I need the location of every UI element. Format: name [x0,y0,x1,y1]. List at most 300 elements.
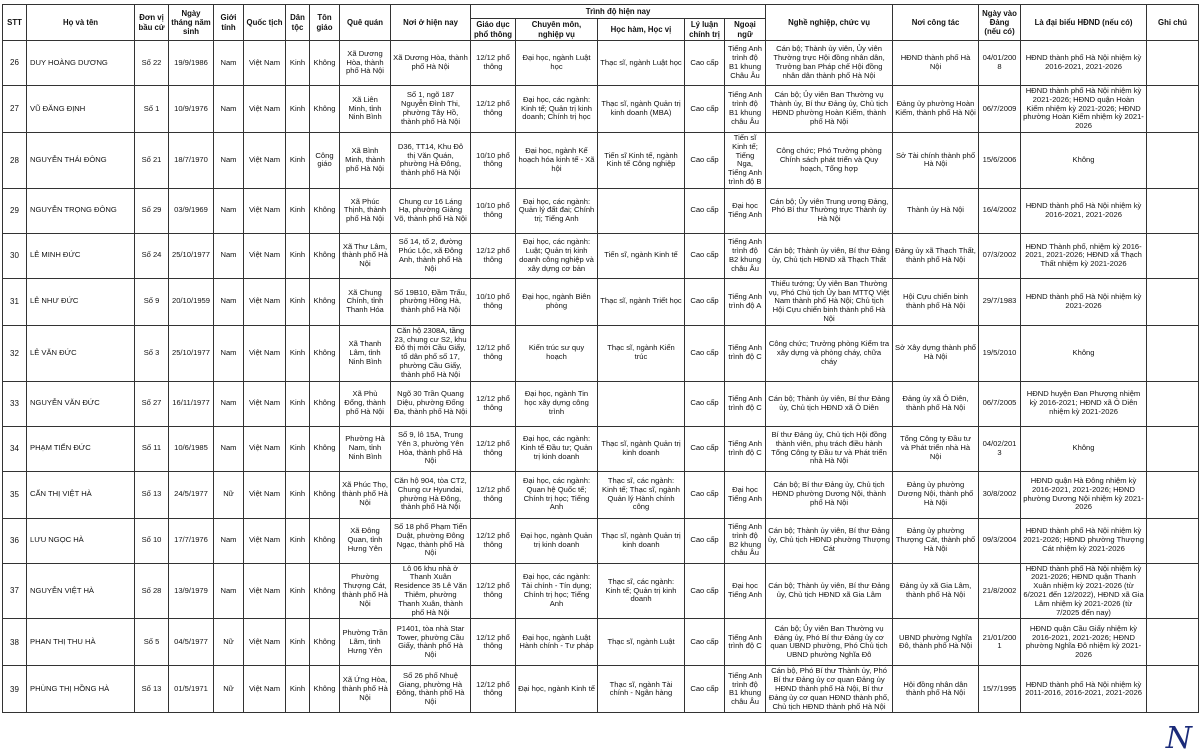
row-stt: 27 [3,86,27,133]
row-general-education: 10/10 phổ thông [471,188,516,233]
row-sex: Nam [214,86,244,133]
row-party-date: 21/01/2001 [979,619,1021,666]
row-ethnicity: Kinh [286,518,310,563]
row-party-date: 15/7/1995 [979,666,1021,713]
row-stt: 38 [3,619,27,666]
row-job: Công chức; Phó Trưởng phòng Chính sách phát triển và Quy hoạch, Tổng hợp [766,133,893,189]
row-religion: Không [310,471,340,518]
row-ethnicity: Kinh [286,41,310,86]
row-name: NGUYỄN VĂN ĐỨC [27,381,135,426]
row-job: Cán bộ; Ủy viên Ban Thường vụ Đảng ủy, Phó Bí thư Đảng ủy cơ quan UBND phường, Phó Chủ tịch UBND phường Nghĩa Đô [766,619,893,666]
row-degree: Tiến sĩ, ngành Kinh tế [598,233,685,278]
row-ethnicity: Kinh [286,381,310,426]
row-hometown: Xã Phù Đổng, thành phố Hà Nội [340,381,391,426]
candidate-table [2,4,1199,713]
row-delegate: HĐND huyện Đan Phượng nhiệm kỳ 2016-2021; HĐND xã Ô Diên nhiệm kỳ 2021-2026 [1021,381,1147,426]
table-row [3,619,1199,666]
row-delegate: HĐND thành phố Hà Nội nhiệm kỳ 2021-2026 [1021,278,1147,325]
row-specialty: Đại học, ngành Luật học [516,41,598,86]
row-note [1147,325,1199,381]
row-delegate: HĐND thành phố Hà Nội nhiệm kỳ 2021-2026; HĐND phường Thượng Cát nhiệm kỳ 2021-2026 [1021,518,1147,563]
row-nationality: Việt Nam [244,471,286,518]
row-hometown: Xã Phúc Thọ, thành phố Hà Nội [340,471,391,518]
row-political-theory: Cao cấp [685,41,725,86]
row-religion: Không [310,381,340,426]
row-delegate: Không [1021,133,1147,189]
row-note [1147,133,1199,189]
row-stt: 33 [3,381,27,426]
row-political-theory: Cao cấp [685,471,725,518]
row-language: Đại học Tiếng Anh [725,188,766,233]
row-religion: Không [310,619,340,666]
row-language: Tiếng Anh trình độ B1 khung châu Âu [725,86,766,133]
row-stt: 28 [3,133,27,189]
row-address: Chung cư 16 Láng Hạ, phường Giảng Võ, thành phố Hà Nội [391,188,471,233]
row-degree: Thạc sĩ, ngành Kiến trúc [598,325,685,381]
table-row [3,188,1199,233]
row-specialty: Đại học, ngành Tin học xây dựng công trình [516,381,598,426]
row-stt: 39 [3,666,27,713]
row-party-date: 04/01/2008 [979,41,1021,86]
row-degree [598,188,685,233]
row-note [1147,86,1199,133]
row-nationality: Việt Nam [244,325,286,381]
row-general-education: 12/12 phổ thông [471,325,516,381]
header-general-education: Giáo dục phổ thông [471,19,516,41]
row-general-education: 12/12 phổ thông [471,426,516,471]
row-name: VŨ ĐĂNG ĐỊNH [27,86,135,133]
row-stt: 32 [3,325,27,381]
row-ethnicity: Kinh [286,278,310,325]
row-workplace: UBND phường Nghĩa Đô, thành phố Hà Nội [893,619,979,666]
row-nationality: Việt Nam [244,188,286,233]
row-nationality: Việt Nam [244,278,286,325]
row-party-date: 21/8/2002 [979,563,1021,619]
row-degree: Thạc sĩ, ngành Tài chính - Ngân hàng [598,666,685,713]
row-specialty: Đại học, các ngành: Luật; Quản trị kinh doanh công nghiệp và xây dựng cơ bản [516,233,598,278]
row-stt: 34 [3,426,27,471]
row-dob: 20/10/1959 [169,278,214,325]
row-ethnicity: Kinh [286,86,310,133]
row-ethnicity: Kinh [286,233,310,278]
row-delegate: HĐND quận Cầu Giấy nhiệm kỳ 2016-2021, 2021-2026; HĐND phường Nghĩa Đô nhiệm kỳ 2021-2026 [1021,619,1147,666]
row-note [1147,563,1199,619]
row-name: DUY HOÀNG DƯƠNG [27,41,135,86]
row-nationality: Việt Nam [244,133,286,189]
row-religion: Không [310,278,340,325]
header-sex: Giới tính [214,5,244,41]
table-row [3,278,1199,325]
row-job: Cán bộ; Thành ủy viên, Ủy viên Thường trực Hội đồng nhân dân, Trưởng ban Pháp chế Hội đồng nhân dân thành phố Hà Nội [766,41,893,86]
row-general-education: 12/12 phổ thông [471,518,516,563]
row-degree [598,381,685,426]
row-ethnicity: Kinh [286,133,310,189]
row-dob: 03/9/1969 [169,188,214,233]
row-nationality: Việt Nam [244,86,286,133]
row-general-education: 10/10 phổ thông [471,278,516,325]
row-job: Cán bộ; Thành ủy viên, Bí thư Đảng ủy, Chủ tịch HĐND phường Thượng Cát [766,518,893,563]
row-degree: Thạc sĩ, các ngành: Kinh tế; Quản trị kinh doanh [598,563,685,619]
row-name: LƯU NGỌC HÀ [27,518,135,563]
row-dob: 17/7/1976 [169,518,214,563]
row-unit: Số 28 [135,563,169,619]
row-party-date: 30/8/2002 [979,471,1021,518]
row-note [1147,619,1199,666]
row-party-date: 04/02/2013 [979,426,1021,471]
table-row [3,381,1199,426]
row-hometown: Xã Bình Minh, thành phố Hà Nội [340,133,391,189]
header-stt: STT [3,5,27,41]
row-language: Tiếng Anh trình độ B2 khung châu Âu [725,518,766,563]
header-name: Họ và tên [27,5,135,41]
row-ethnicity: Kinh [286,619,310,666]
row-address: Số 26 phố Nhuệ Giang, phường Hà Đông, thành phố Hà Nội [391,666,471,713]
row-address: Số 9, lô 15A, Trung Yên 3, phường Yên Hòa, thành phố Hà Nội [391,426,471,471]
row-specialty: Đại học, các ngành: Quan hệ Quốc tế; Chính trị học; Tiếng Anh [516,471,598,518]
row-job: Thiếu tướng; Ủy viên Ban Thường vụ, Phó Chủ tịch Ủy ban MTTQ Việt Nam thành phố Hà Nội; Chủ tịch Hội Cựu chiến binh thành phố Hà Nội [766,278,893,325]
row-language: Tiếng Anh trình độ B1 khung Châu Âu [725,41,766,86]
row-name: NGUYỄN VIỆT HÀ [27,563,135,619]
row-name: CẤN THỊ VIỆT HÀ [27,471,135,518]
row-nationality: Việt Nam [244,518,286,563]
header-hometown: Quê quán [340,5,391,41]
row-language: Tiếng Anh trình độ B1 khung châu Âu [725,666,766,713]
row-specialty: Kiến trúc sư quy hoạch [516,325,598,381]
candidate-list-sheet [2,4,1198,713]
header-degree: Học hàm, Học vị [598,19,685,41]
row-party-date: 07/3/2002 [979,233,1021,278]
row-religion: Không [310,563,340,619]
header-delegate: Là đại biểu HĐND (nếu có) [1021,5,1147,41]
row-general-education: 12/12 phổ thông [471,381,516,426]
row-note [1147,666,1199,713]
row-specialty: Đại học, các ngành: Kinh tế Đầu tư; Quản trị kinh doanh [516,426,598,471]
row-hometown: Xã Thanh Lâm, tỉnh Ninh Bình [340,325,391,381]
table-row [3,518,1199,563]
row-address: Căn hộ 904, tòa CT2, Chung cư Hyundai, phường Hà Đông, thành phố Hà Nội [391,471,471,518]
row-hometown: Xã Phúc Thịnh, thành phố Hà Nội [340,188,391,233]
row-workplace: Sở Xây dựng thành phố Hà Nội [893,325,979,381]
row-political-theory: Cao cấp [685,188,725,233]
row-general-education: 10/10 phổ thông [471,133,516,189]
signature-initial: N [1165,721,1192,756]
row-name: LÊ MINH ĐỨC [27,233,135,278]
row-political-theory: Cao cấp [685,278,725,325]
row-religion: Không [310,41,340,86]
row-sex: Nam [214,133,244,189]
row-address: Ngõ 30 Trần Quang Diệu, phường Đống Đa, thành phố Hà Nội [391,381,471,426]
row-political-theory: Cao cấp [685,86,725,133]
row-nationality: Việt Nam [244,381,286,426]
row-note [1147,381,1199,426]
row-general-education: 12/12 phổ thông [471,619,516,666]
row-unit: Số 1 [135,86,169,133]
header-nationality: Quốc tịch [244,5,286,41]
row-job: Cán bộ; Thành ủy viên, Bí thư Đảng ủy, Chủ tịch HĐND xã Gia Lâm [766,563,893,619]
row-workplace: Đảng ủy phường Dương Nội, thành phố Hà Nội [893,471,979,518]
row-unit: Số 3 [135,325,169,381]
row-note [1147,518,1199,563]
row-delegate: HĐND thành phố Hà Nội nhiệm kỳ 2021-2026; HĐND quận Thanh Xuân nhiệm kỳ 2021-2026 (từ 6/2021 đến 12/2022), HĐND xã Gia Lâm nhiệm kỳ 2021-2026 (từ 7/2025 đến nay) [1021,563,1147,619]
header-job: Nghề nghiệp, chức vụ [766,5,893,41]
row-dob: 10/6/1985 [169,426,214,471]
row-language: Tiếng Anh trình độ B2 khung châu Âu [725,233,766,278]
row-unit: Số 9 [135,278,169,325]
row-degree: Thạc sĩ, các ngành: Kinh tế; Thạc sĩ, ngành Quản lý Hành chính công [598,471,685,518]
row-sex: Nữ [214,619,244,666]
row-dob: 01/5/1971 [169,666,214,713]
header-party-date: Ngày vào Đảng (nếu có) [979,5,1021,41]
row-delegate: HĐND Thành phố, nhiệm kỳ 2016-2021, 2021-2026; HĐND xã Thạch Thất nhiệm kỳ 2021-2026 [1021,233,1147,278]
row-unit: Số 24 [135,233,169,278]
row-dob: 19/9/1986 [169,41,214,86]
row-note [1147,471,1199,518]
row-workplace: Đảng ủy phường Thượng Cát, thành phố Hà Nội [893,518,979,563]
row-language: Tiếng Anh trình độ C [725,381,766,426]
row-workplace: Đảng ủy xã Gia Lâm, thành phố Hà Nội [893,563,979,619]
row-general-education: 12/12 phổ thông [471,41,516,86]
row-job: Cán bộ; Bí thư Đảng ủy, Chủ tịch HĐND phường Dương Nội, thành phố Hà Nội [766,471,893,518]
row-unit: Số 27 [135,381,169,426]
table-header [3,5,1199,41]
header-address: Nơi ở hiện nay [391,5,471,41]
row-general-education: 12/12 phổ thông [471,666,516,713]
row-general-education: 12/12 phổ thông [471,86,516,133]
row-specialty: Đại học, các ngành: Kinh tế; Quản trị kinh doanh; Chính trị học [516,86,598,133]
row-delegate: Không [1021,426,1147,471]
row-hometown: Phường Thượng Cát, thành phố Hà Nội [340,563,391,619]
row-dob: 24/5/1977 [169,471,214,518]
row-delegate: HĐND thành phố Hà Nội nhiệm kỳ 2011-2016, 2016-2021, 2021-2026 [1021,666,1147,713]
row-delegate: HĐND thành phố Hà Nội nhiệm kỳ 2016-2021, 2021-2026 [1021,41,1147,86]
row-hometown: Phường Trần Lãm, tỉnh Hưng Yên [340,619,391,666]
row-address: Lô 06 khu nhà ở Thanh Xuân Residence 35 Lê Văn Thiêm, phường Thanh Xuân, thành phố Hà Nội [391,563,471,619]
row-specialty: Đại học, các ngành: Quản lý đất đai; Chính trị; Tiếng Anh [516,188,598,233]
row-address: Căn hộ 2308A, tầng 23, chung cư S2, khu Đô thị mới Cầu Giấy, tổ dân phố số 17, phường Cầu Giấy, thành phố Hà Nội [391,325,471,381]
row-religion: Không [310,86,340,133]
header-education-group: Trình độ hiện nay [471,5,766,19]
row-sex: Nam [214,278,244,325]
row-ethnicity: Kinh [286,188,310,233]
row-note [1147,426,1199,471]
table-row [3,325,1199,381]
row-sex: Nam [214,41,244,86]
row-party-date: 06/7/2005 [979,381,1021,426]
row-party-date: 16/4/2002 [979,188,1021,233]
row-job: Bí thư Đảng ủy, Chủ tịch Hội đồng thành viên, phụ trách điều hành Tổng Công ty Đầu tư và Phát triển nhà Hà Nội [766,426,893,471]
row-job: Cán bộ, Phó Bí thư Thành ủy, Phó Bí thư Đảng ủy cơ quan Đảng ủy HĐND thành phố Hà Nội, Bí thư Đảng ủy cơ quan HĐND thành phố, Chủ tịch HĐND thành phố Hà Nội [766,666,893,713]
row-hometown: Xã Đông Quan, tỉnh Hưng Yên [340,518,391,563]
row-note [1147,188,1199,233]
row-job: Cán bộ; Thành ủy viên, Bí thư Đảng ủy, Chủ tịch HĐND xã Thạch Thất [766,233,893,278]
table-row [3,133,1199,189]
row-unit: Số 21 [135,133,169,189]
row-workplace: Thành ủy Hà Nội [893,188,979,233]
row-stt: 29 [3,188,27,233]
row-workplace: Sở Tài chính thành phố Hà Nội [893,133,979,189]
header-religion: Tôn giáo [310,5,340,41]
header-dob: Ngày tháng năm sinh [169,5,214,41]
row-unit: Số 22 [135,41,169,86]
row-sex: Nam [214,381,244,426]
row-workplace: Đảng ủy xã Thạch Thất, thành phố Hà Nội [893,233,979,278]
row-sex: Nam [214,563,244,619]
row-ethnicity: Kinh [286,471,310,518]
row-address: Số 19B10, Đầm Trấu, phường Hồng Hà, thành phố Hà Nội [391,278,471,325]
row-name: NGUYỄN TRỌNG ĐÔNG [27,188,135,233]
row-party-date: 06/7/2009 [979,86,1021,133]
row-party-date: 29/7/1983 [979,278,1021,325]
row-hometown: Xã Chung Chính, tỉnh Thanh Hóa [340,278,391,325]
row-nationality: Việt Nam [244,233,286,278]
row-general-education: 12/12 phổ thông [471,233,516,278]
row-political-theory: Cao cấp [685,381,725,426]
row-general-education: 12/12 phổ thông [471,471,516,518]
row-dob: 16/11/1977 [169,381,214,426]
row-delegate: Không [1021,325,1147,381]
row-stt: 31 [3,278,27,325]
row-sex: Nam [214,426,244,471]
row-degree: Thạc sĩ, ngành Quản trị kinh doanh [598,518,685,563]
row-name: NGUYỄN THÁI ĐÔNG [27,133,135,189]
table-row [3,233,1199,278]
row-political-theory: Cao cấp [685,426,725,471]
row-nationality: Việt Nam [244,426,286,471]
row-address: Xã Dương Hòa, thành phố Hà Nội [391,41,471,86]
row-address: Số 1, ngõ 187 Nguyễn Đình Thi, phường Tây Hồ, thành phố Hà Nội [391,86,471,133]
row-unit: Số 11 [135,426,169,471]
row-language: Tiếng Anh trình độ A [725,278,766,325]
row-dob: 25/10/1977 [169,233,214,278]
row-specialty: Đại học, các ngành: Tài chính - Tín dụng; Chính trị học; Tiếng Anh [516,563,598,619]
row-name: PHAN THỊ THU HÀ [27,619,135,666]
row-name: PHÙNG THỊ HỒNG HÀ [27,666,135,713]
row-language: Tiếng Anh trình độ C [725,426,766,471]
row-political-theory: Cao cấp [685,133,725,189]
row-party-date: 15/6/2006 [979,133,1021,189]
row-religion: Không [310,325,340,381]
row-delegate: HĐND thành phố Hà Nội nhiệm kỳ 2021-2026; HĐND quận Hoàn Kiếm nhiệm kỳ 2021-2026; HĐND phường Hoàn Kiếm nhiệm kỳ 2021-2026 [1021,86,1147,133]
table-row [3,471,1199,518]
row-ethnicity: Kinh [286,666,310,713]
row-hometown: Xã Dương Hòa, thành phố Hà Nội [340,41,391,86]
table-body [3,41,1199,713]
row-religion: Không [310,233,340,278]
row-sex: Nam [214,188,244,233]
row-unit: Số 13 [135,471,169,518]
row-stt: 36 [3,518,27,563]
row-general-education: 12/12 phổ thông [471,563,516,619]
table-row [3,426,1199,471]
header-unit: Đơn vị bầu cử [135,5,169,41]
row-degree: Thạc sĩ, ngành Quản trị kinh doanh [598,426,685,471]
header-specialty: Chuyên môn, nghiệp vụ [516,19,598,41]
row-sex: Nam [214,233,244,278]
row-ethnicity: Kinh [286,426,310,471]
row-job: Công chức; Trưởng phòng Kiểm tra xây dựng và phòng cháy, chữa cháy [766,325,893,381]
row-hometown: Phường Hà Nam, tỉnh Ninh Bình [340,426,391,471]
row-unit: Số 13 [135,666,169,713]
row-political-theory: Cao cấp [685,619,725,666]
row-address: Số 18 phố Phạm Tiến Duật, phường Đông Ngạc, thành phố Hà Nội [391,518,471,563]
row-religion: Không [310,188,340,233]
row-workplace: Hội Cựu chiến binh thành phố Hà Nội [893,278,979,325]
row-religion: Không [310,426,340,471]
row-nationality: Việt Nam [244,563,286,619]
row-delegate: HĐND quận Hà Đông nhiệm kỳ 2016-2021, 2021-2026; HĐND phường Dương Nội nhiệm kỳ 2021-2026 [1021,471,1147,518]
row-delegate: HĐND thành phố Hà Nội nhiệm kỳ 2016-2021, 2021-2026 [1021,188,1147,233]
row-nationality: Việt Nam [244,619,286,666]
row-stt: 37 [3,563,27,619]
row-specialty: Đại học, ngành Kế hoạch hóa kinh tế - Xã hội [516,133,598,189]
row-name: LÊ VĂN ĐỨC [27,325,135,381]
row-job: Cán bộ; Thành ủy viên, Bí thư Đảng ủy, Chủ tịch HĐND xã Ô Diên [766,381,893,426]
row-degree: Thạc sĩ, ngành Quản trị kinh doanh (MBA) [598,86,685,133]
row-stt: 30 [3,233,27,278]
row-dob: 10/9/1976 [169,86,214,133]
row-sex: Nam [214,325,244,381]
row-political-theory: Cao cấp [685,518,725,563]
row-workplace: Hội đồng nhân dân thành phố Hà Nội [893,666,979,713]
row-specialty: Đại học, ngành Quản trị kinh doanh [516,518,598,563]
row-degree: Tiến sĩ Kinh tế, ngành Kinh tế Công nghiệp [598,133,685,189]
header-political-theory: Lý luận chính trị [685,19,725,41]
row-religion: Không [310,666,340,713]
header-note: Ghi chú [1147,5,1199,41]
row-address: Số 14, tổ 2, đường Phúc Lộc, xã Đông Anh, thành phố Hà Nội [391,233,471,278]
row-political-theory: Cao cấp [685,233,725,278]
row-address: D36, TT14, Khu Đô thị Văn Quán, phường Hà Đông, thành phố Hà Nội [391,133,471,189]
row-job: Cán bộ; Ủy viên Trung ương Đảng, Phó Bí thư Thường trực Thành ủy Hà Nội [766,188,893,233]
row-name: PHẠM TIẾN ĐỨC [27,426,135,471]
row-note [1147,278,1199,325]
row-language: Tiếng Anh trình độ C [725,619,766,666]
row-language: Đại học Tiếng Anh [725,471,766,518]
row-language: Tiếng Anh trình độ C [725,325,766,381]
row-religion: Công giáo [310,133,340,189]
row-stt: 35 [3,471,27,518]
row-job: Cán bộ; Ủy viên Ban Thường vụ Thành ủy, Bí thư Đảng ủy, Chủ tịch HĐND phường Hoàn Kiếm, thành phố Hà Nội [766,86,893,133]
row-dob: 18/7/1970 [169,133,214,189]
row-name: LÊ NHƯ ĐỨC [27,278,135,325]
row-sex: Nam [214,518,244,563]
header-ethnicity: Dân tộc [286,5,310,41]
row-language: Đại học Tiếng Anh [725,563,766,619]
row-ethnicity: Kinh [286,325,310,381]
row-specialty: Đại học, ngành Luật Hành chính - Tư pháp [516,619,598,666]
table-row [3,563,1199,619]
row-address: P1401, tòa nhà Star Tower, phường Cầu Giấy, thành phố Hà Nội [391,619,471,666]
row-political-theory: Cao cấp [685,563,725,619]
row-sex: Nữ [214,666,244,713]
row-dob: 04/5/1977 [169,619,214,666]
row-stt: 26 [3,41,27,86]
row-nationality: Việt Nam [244,41,286,86]
row-party-date: 09/3/2004 [979,518,1021,563]
row-note [1147,41,1199,86]
row-degree: Thạc sĩ, ngành Triết học [598,278,685,325]
row-note [1147,233,1199,278]
header-workplace: Nơi công tác [893,5,979,41]
table-row [3,666,1199,713]
row-dob: 13/9/1979 [169,563,214,619]
row-hometown: Xã Ứng Hòa, thành phố Hà Nội [340,666,391,713]
header-language: Ngoại ngữ [725,19,766,41]
row-degree: Thạc sĩ, ngành Luật học [598,41,685,86]
table-row [3,86,1199,133]
row-sex: Nữ [214,471,244,518]
row-hometown: Xã Thư Lâm, thành phố Hà Nội [340,233,391,278]
